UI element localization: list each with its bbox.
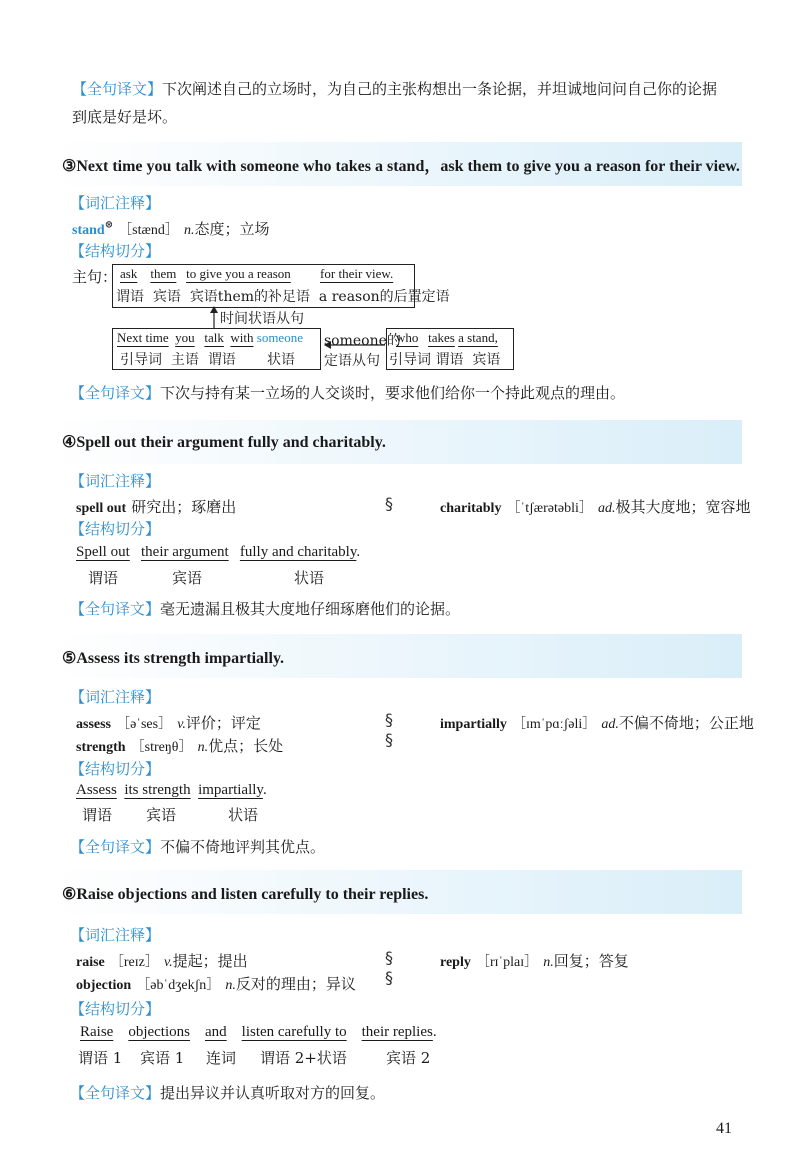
- translation-tag: 【全句译文】: [70, 384, 161, 402]
- role-6-4: 谓语 2+状语: [260, 1049, 347, 1067]
- role: 宾语them的补足语: [189, 289, 311, 305]
- word-takes: takes: [428, 330, 455, 345]
- role-6-1: 谓语 1: [78, 1049, 123, 1067]
- phonetic: ［əˈses］: [116, 717, 173, 732]
- adverbial-clause-roles: [120, 349, 295, 369]
- structure-words-4: [76, 544, 360, 561]
- part-of-speech: n.: [543, 955, 554, 970]
- page-number: 41: [716, 1120, 732, 1137]
- role: 状语: [266, 352, 295, 368]
- adverbial-clause-note: 时间状语从句: [220, 311, 304, 327]
- vocab-word: objection: [76, 978, 132, 993]
- vocab-word: reply: [440, 955, 471, 970]
- vocab-tag-4: 【词汇注释】: [70, 472, 161, 490]
- translation-text: 毫无遗漏且极其大度地仔细琢磨他们的论据。: [160, 600, 461, 618]
- role: 谓语: [207, 352, 236, 368]
- translation-4: [70, 598, 460, 619]
- role: 谓语: [116, 289, 144, 305]
- translation-text: 不偏不倚地评判其优点。: [160, 838, 326, 856]
- segment: impartially: [198, 782, 263, 798]
- translation-tag: 【全句译文】: [70, 1084, 161, 1102]
- phonetic: ［streŋθ］: [130, 740, 193, 755]
- role-5-2: 宾语: [146, 806, 177, 824]
- vocab-entry-impartially: [440, 712, 754, 733]
- part-of-speech: v.: [177, 717, 186, 732]
- role-5-1: 谓语: [82, 806, 113, 824]
- word-ask: ask: [120, 266, 138, 281]
- translation-3: [70, 382, 625, 403]
- vocab-word: raise: [76, 955, 105, 970]
- role-6-5: 宾语 2: [386, 1049, 431, 1067]
- attributive-note-1: someone的: [324, 333, 401, 349]
- column-separator: §: [385, 730, 393, 749]
- word-for-their-view: for their view.: [320, 266, 394, 281]
- word-a-stand: a stand,: [458, 330, 498, 345]
- phonetic: ［əbˈdʒekʃn］: [136, 978, 221, 993]
- structure-words-5: [76, 782, 267, 799]
- word-to-give: to give you a reason: [186, 266, 291, 281]
- segment: their replies: [361, 1024, 433, 1040]
- word-talk: talk: [204, 330, 224, 345]
- vocab-entry-spell-out: [76, 496, 236, 517]
- translation-5: [70, 836, 325, 857]
- translation-text: 提出异议并认真听取对方的回复。: [160, 1084, 386, 1102]
- segment: their argument: [141, 544, 229, 560]
- role-4-1: 谓语: [88, 569, 119, 587]
- phonetic: ［reɪz］: [109, 955, 159, 970]
- word-who: who: [396, 330, 419, 345]
- word-someone: someone: [256, 330, 303, 345]
- role-4-3: 状语: [294, 569, 325, 587]
- definition: 评价；评定: [185, 714, 261, 732]
- word-them: them: [150, 266, 177, 281]
- role-6-2: 宾语 1: [140, 1049, 185, 1067]
- sentence-3-heading: ③Next time you talk with someone who takes a stand，ask them to give you a reason for their view.: [62, 158, 740, 175]
- word-with: with: [230, 330, 254, 345]
- sentence-5-heading: ⑤Assess its strength impartially.: [62, 650, 285, 667]
- column-separator: §: [385, 494, 393, 513]
- part-of-speech: ad.: [601, 717, 619, 732]
- word-next-time: Next time: [117, 330, 169, 345]
- definition: 反对的理由；异议: [235, 975, 356, 993]
- definition: 不偏不倚地；公正地: [618, 714, 754, 732]
- column-separator: §: [385, 710, 393, 729]
- vocab-entry-objection: [76, 973, 356, 994]
- role: 宾语: [472, 352, 501, 368]
- vocab-word: stand: [72, 223, 105, 238]
- segment: Raise: [80, 1024, 114, 1040]
- part-of-speech: v.: [163, 955, 173, 970]
- role: 谓语: [435, 352, 464, 368]
- part-of-speech: n.: [197, 740, 209, 755]
- period: .: [356, 544, 361, 560]
- segment: Spell out: [76, 544, 130, 560]
- definition: 研究出；琢磨出: [131, 498, 237, 516]
- part-of-speech: ad.: [597, 501, 616, 516]
- role: 宾语: [152, 289, 181, 305]
- relative-clause-roles: [389, 349, 500, 369]
- adverbial-clause-words: [117, 330, 303, 346]
- attributive-note-2: 定语从句: [324, 353, 380, 369]
- period: .: [432, 1024, 437, 1040]
- structure-tag-4: 【结构切分】: [70, 520, 161, 538]
- sentence-6-heading: ⑥Raise objections and listen carefully to their replies.: [62, 886, 429, 903]
- intro-text: 下次阐述自己的立场时，为自己的主张构想出一条论据，并坦诚地问问自己你的论据: [162, 80, 718, 98]
- role-6-3: 连词: [206, 1049, 237, 1067]
- segment: Assess: [76, 782, 117, 798]
- vocab-entry-raise: [76, 950, 248, 971]
- definition: 极其大度地；宽容地: [615, 498, 751, 516]
- segment: objections: [128, 1024, 190, 1040]
- segment: its strength: [124, 782, 191, 798]
- vocab-tag-6: 【词汇注释】: [70, 926, 161, 944]
- definition: 优点；长处: [208, 737, 284, 755]
- sentence-4-heading: ④Spell out their argument fully and charitably.: [62, 434, 386, 451]
- vocab-entry-strength: [76, 735, 283, 756]
- vocab-entry-reply: [440, 950, 629, 971]
- vocab-word: charitably: [440, 501, 502, 516]
- structure-tag-3: 【结构切分】: [70, 242, 161, 260]
- translation-tag: 【全句译文】: [70, 838, 161, 856]
- vocab-tag-3: 【词汇注释】: [70, 194, 161, 212]
- column-separator: §: [385, 948, 393, 967]
- role: a reason的后置定语: [318, 289, 450, 305]
- role: 引导词: [389, 352, 431, 368]
- core-word-mark: ⊛: [104, 219, 114, 231]
- translation-tag: 【全句译文】: [70, 600, 161, 618]
- column-separator: §: [385, 968, 393, 987]
- role-4-2: 宾语: [172, 569, 203, 587]
- vocab-entry-assess: [76, 712, 261, 733]
- relative-clause-words: [396, 330, 498, 346]
- structure-tag-5: 【结构切分】: [70, 760, 161, 778]
- segment: and: [204, 1024, 227, 1040]
- part-of-speech: n.: [225, 978, 236, 993]
- vocab-entry-charitably: [440, 496, 750, 517]
- phonetic: ［ɪmˈpɑːʃəli］: [511, 717, 597, 732]
- role: 主语: [170, 352, 199, 368]
- word-you: you: [175, 330, 195, 345]
- intro-translation-line2: 到底是好是坏。: [72, 108, 178, 126]
- definition: 提起；提出: [172, 952, 248, 970]
- translation-6: [70, 1082, 385, 1103]
- part-of-speech: n.: [183, 223, 195, 238]
- vocab-word: strength: [76, 740, 126, 755]
- vocab-word: assess: [76, 717, 112, 732]
- main-clause-label: 主句：: [72, 268, 118, 286]
- definition: 回复；答复: [553, 952, 629, 970]
- translation-tag: 【全句译文】: [72, 80, 163, 98]
- segment: fully and charitably: [239, 544, 357, 560]
- vocab-tag-5: 【词汇注释】: [70, 688, 161, 706]
- phonetic: ［rɪˈplaɪ］: [475, 955, 539, 970]
- translation-text: 下次与持有某一立场的人交谈时，要求他们给你一个持此观点的理由。: [160, 384, 626, 402]
- vocab-word: impartially: [440, 717, 507, 732]
- phonetic: ［stænd］: [118, 223, 179, 238]
- role-5-3: 状语: [228, 806, 259, 824]
- period: .: [262, 782, 267, 798]
- role: 引导词: [120, 352, 162, 368]
- structure-words-6: [80, 1024, 437, 1041]
- phonetic: ［ˈtʃærətəbli］: [506, 501, 593, 516]
- vocab-word: spell out: [76, 501, 127, 516]
- segment: listen carefully to: [241, 1024, 347, 1040]
- structure-tag-6: 【结构切分】: [70, 1000, 161, 1018]
- definition: 态度；立场: [194, 220, 270, 238]
